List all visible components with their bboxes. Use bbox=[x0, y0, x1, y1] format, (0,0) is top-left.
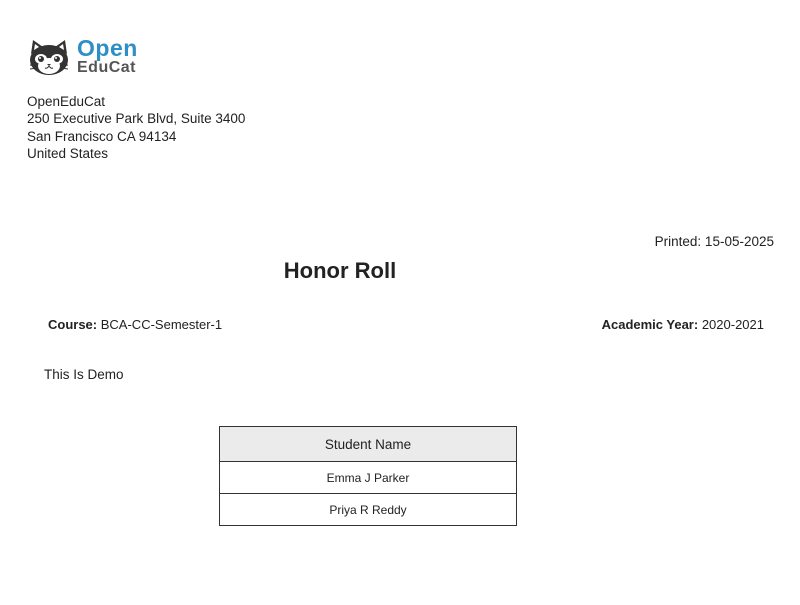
academic-year-info bbox=[602, 317, 764, 332]
printed-date: Printed: 15-05-2025 bbox=[654, 234, 774, 249]
company-city: San Francisco CA 94134 bbox=[27, 128, 177, 144]
table-row bbox=[220, 462, 517, 494]
company-address bbox=[27, 93, 245, 162]
academic-year-value: 2020-2021 bbox=[701, 317, 764, 332]
company-country: United States bbox=[27, 145, 109, 161]
table-row bbox=[220, 494, 517, 526]
table-header-row bbox=[220, 427, 517, 462]
course-info bbox=[48, 317, 222, 332]
course-label: Course: bbox=[48, 317, 98, 332]
student-name-header: Student Name bbox=[220, 427, 517, 462]
logo-brand-line1: Open bbox=[77, 35, 138, 61]
students-table bbox=[219, 426, 517, 526]
company-name: OpenEduCat bbox=[27, 94, 106, 109]
report-title: Honor Roll bbox=[283, 258, 397, 283]
academic-year-label: Academic Year: bbox=[601, 317, 699, 332]
logo-brand-line2: EduCat bbox=[77, 59, 136, 76]
company-logo bbox=[27, 36, 157, 80]
report-description: This Is Demo bbox=[44, 367, 124, 382]
cat-face-icon bbox=[27, 38, 71, 78]
student-name-cell: Emma J Parker bbox=[220, 462, 517, 494]
company-street: 250 Executive Park Blvd, Suite 3400 bbox=[27, 111, 246, 127]
course-value: BCA-CC-Semester-1 bbox=[100, 317, 223, 332]
student-name-cell: Priya R Reddy bbox=[220, 494, 517, 526]
